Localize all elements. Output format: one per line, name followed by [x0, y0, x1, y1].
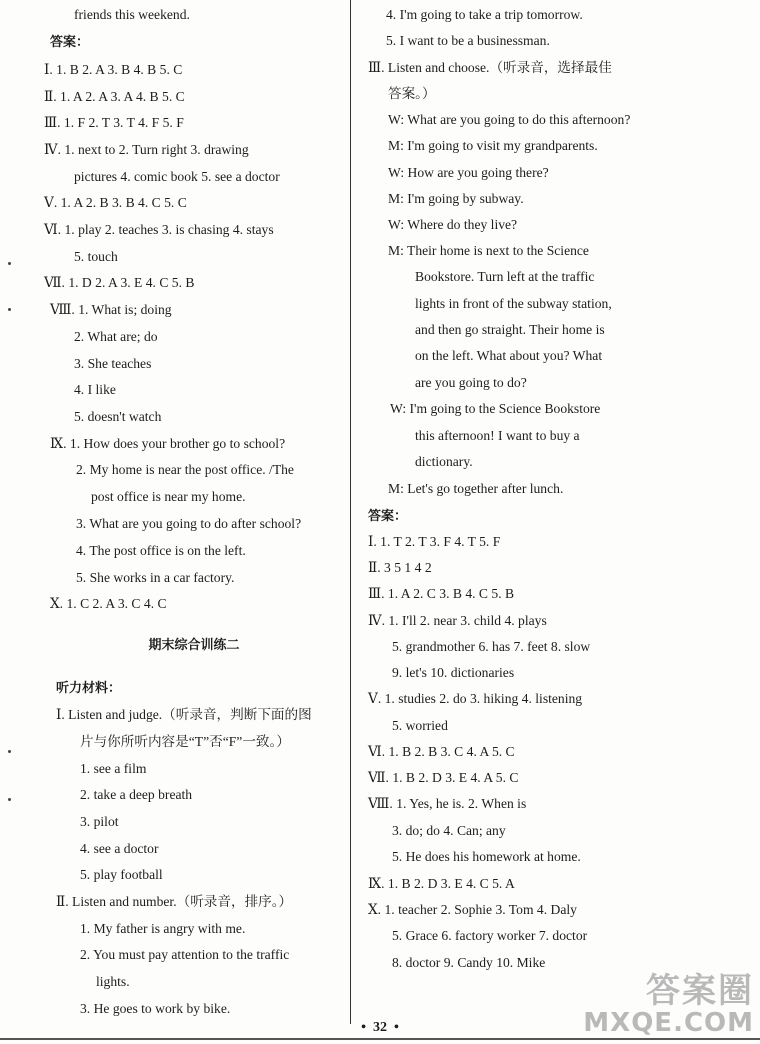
text-line: Ⅳ. 1. next to 2. Turn right 3. drawing [44, 142, 249, 157]
text-line: Ⅲ. 1. A 2. C 3. B 4. C 5. B [368, 586, 515, 601]
text-line: 2. You must pay attention to the traffic [80, 947, 290, 962]
text-line: 3. pilot [80, 814, 119, 829]
text-line: W: How are you going there? [388, 165, 549, 180]
text-line: 5. play football [80, 867, 163, 882]
text-line: Ⅵ. 1. play 2. teaches 3. is chasing 4. stays [44, 222, 274, 237]
text-line: Ⅱ. 3 5 1 4 2 [368, 560, 432, 575]
text-line: are you going to do? [415, 375, 527, 390]
text-line: 8. doctor 9. Candy 10. Mike [392, 955, 546, 970]
text-line: 片与你所听内容是“T”否“F”一致。） [80, 734, 290, 749]
text-line: pictures 4. comic book 5. see a doctor [74, 169, 280, 184]
text-line: 4. I like [74, 382, 116, 397]
text-line: lights. [96, 974, 130, 989]
text-line: lights in front of the subway station, [415, 296, 612, 311]
column-divider [350, 0, 351, 1024]
answer-heading: 答案： [368, 509, 408, 524]
text-line: Ⅴ. 1. A 2. B 3. B 4. C 5. C [44, 195, 187, 210]
text-line: W: Where do they live? [388, 217, 518, 232]
text-line: Ⅲ. Listen and choose.（听录音，选择最佳 [368, 60, 612, 75]
margin-dot [8, 262, 11, 265]
text-line: 9. let's 10. dictionaries [392, 665, 515, 680]
text-line: 3. do; do 4. Can; any [392, 823, 506, 838]
text-line: 3. She teaches [74, 356, 152, 371]
text-line: Ⅵ. 1. B 2. B 3. C 4. A 5. C [368, 744, 515, 759]
text-line: 2. My home is near the post office. /The [76, 462, 294, 477]
margin-dot [8, 308, 11, 311]
text-line: W: I'm going to the Science Bookstore [390, 401, 601, 416]
text-line: Ⅷ. 1. Yes, he is. 2. When is [368, 796, 527, 811]
text-line: M: Their home is next to the Science [388, 243, 589, 258]
text-line: Ⅴ. 1. studies 2. do 3. hiking 4. listening [368, 691, 583, 706]
text-line: 3. He goes to work by bike. [80, 1001, 231, 1016]
text-line: 2. take a deep breath [80, 787, 193, 802]
text-line: and then go straight. Their home is [415, 322, 605, 337]
margin-dot [8, 750, 11, 753]
text-line: dictionary. [415, 454, 473, 469]
text-line: friends this weekend. [74, 7, 190, 22]
text-line: Ⅳ. 1. I'll 2. near 3. child 4. plays [368, 613, 547, 628]
text-line: Ⅲ. 1. F 2. T 3. T 4. F 5. F [44, 115, 184, 130]
watermark-url: MXQE.COM [583, 1008, 754, 1038]
text-line: 2. What are; do [74, 329, 158, 344]
text-line: 5. She works in a car factory. [76, 570, 235, 585]
text-line: Ⅶ. 1. D 2. A 3. E 4. C 5. B [44, 275, 195, 290]
text-line: 3. What are you going to do after school? [76, 516, 302, 531]
watermark-logo: 答案圈 [646, 971, 754, 1011]
text-line: W: What are you going to do this afternoon? [388, 112, 631, 127]
text-line: 5. touch [74, 249, 118, 264]
watermark [583, 963, 754, 1038]
text-line: 答案。） [388, 86, 436, 101]
text-line: Ⅱ. 1. A 2. A 3. A 4. B 5. C [44, 89, 185, 104]
text-line: Ⅰ. 1. T 2. T 3. F 4. T 5. F [368, 534, 501, 549]
answer-heading: 答案： [50, 35, 90, 50]
text-line: Ⅹ. 1. C 2. A 3. C 4. C [50, 596, 167, 611]
text-line: Ⅱ. Listen and number.（听录音，排序。） [56, 894, 293, 909]
text-line: 1. My father is angry with me. [80, 921, 246, 936]
listening-heading: 听力材料： [56, 681, 122, 696]
text-line: 1. see a film [80, 761, 147, 776]
section-title: 期末综合训练二 [148, 638, 240, 653]
text-line: 5. I want to be a businessman. [386, 33, 550, 48]
text-line: this afternoon! I want to buy a [415, 428, 580, 443]
text-line: Ⅸ. 1. B 2. D 3. E 4. C 5. A [368, 876, 515, 891]
text-line: M: I'm going to visit my grandparents. [388, 138, 598, 153]
text-line: Ⅶ. 1. B 2. D 3. E 4. A 5. C [368, 770, 519, 785]
text-line: 5. He does his homework at home. [392, 849, 581, 864]
text-line: 4. I'm going to take a trip tomorrow. [386, 7, 583, 22]
text-line: M: I'm going by subway. [388, 191, 524, 206]
page-number: • 32 • [361, 1020, 399, 1035]
text-line: on the left. What about you? What [415, 348, 603, 363]
text-line: 5. Grace 6. factory worker 7. doctor [392, 928, 588, 943]
text-line: M: Let's go together after lunch. [388, 481, 564, 496]
text-line: post office is near my home. [91, 489, 246, 504]
text-line: Ⅹ. 1. teacher 2. Sophie 3. Tom 4. Daly [368, 902, 577, 917]
margin-dot [8, 798, 11, 801]
text-line: Ⅰ. 1. B 2. A 3. B 4. B 5. C [44, 62, 183, 77]
text-line: Ⅷ. 1. What is; doing [50, 302, 172, 317]
text-line: 5. worried [392, 718, 448, 733]
text-line: 4. see a doctor [80, 841, 159, 856]
bottom-rule [0, 1038, 760, 1040]
text-line: 5. doesn't watch [74, 409, 162, 424]
page-number-value: 32 [373, 1020, 387, 1035]
text-line: Bookstore. Turn left at the traffic [415, 269, 595, 284]
text-line: Ⅸ. 1. How does your brother go to school? [50, 436, 286, 451]
text-line: 4. The post office is on the left. [76, 543, 246, 558]
text-line: Ⅰ. Listen and judge.（听录音，判断下面的图 [56, 707, 312, 722]
text-line: 5. grandmother 6. has 7. feet 8. slow [392, 639, 591, 654]
